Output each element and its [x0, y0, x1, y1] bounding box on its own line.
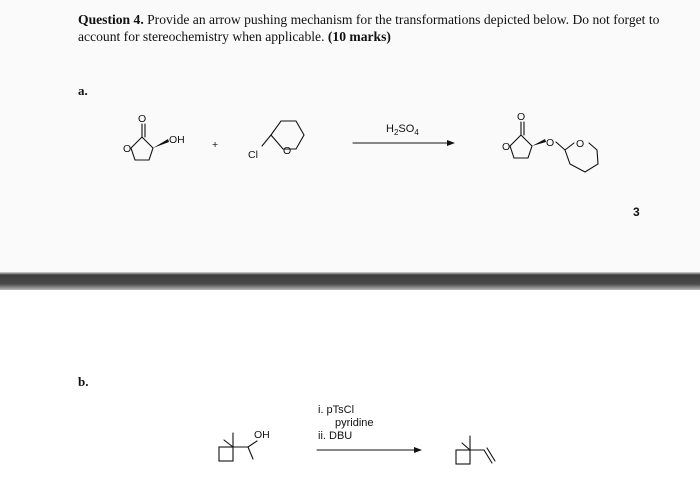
product-a-ring-o: O: [502, 141, 511, 153]
reagent-b-step1: i. pTsCl: [318, 404, 355, 416]
question-number: Question 4.: [78, 12, 144, 27]
reactant-b-oh: OH: [254, 429, 270, 441]
part-b-label: b.: [78, 374, 89, 389]
reactant-a2-ring-o: O: [283, 145, 292, 157]
reactant-b-structure: [219, 433, 257, 461]
reagent-a-h: H: [386, 123, 394, 135]
product-a-bridge-o: O: [546, 137, 555, 149]
reactant-a1-carbonyl-o: O: [138, 113, 147, 125]
reagent-a-sub1: 2: [393, 128, 399, 138]
reagent-a-sub2: 4: [414, 128, 419, 138]
question-body: Provide an arrow pushing mechanism for the transformations depicted below. Do not forget to account for stereochemistry when applicable.: [78, 12, 660, 44]
reagent-a: [386, 123, 419, 139]
reagent-b-pyridine: pyridine: [335, 417, 374, 429]
part-a-label: a.: [78, 83, 88, 98]
reagent-a-so: SO: [398, 123, 415, 135]
reaction-arrow-b: [317, 447, 422, 453]
product-a-carbonyl-o: O: [517, 111, 526, 123]
reactant-a1-oh: OH: [169, 134, 185, 146]
product-b-structure: [456, 436, 495, 464]
reagent-b-step2: ii. DBU: [318, 430, 353, 442]
product-a-thp-o: O: [576, 138, 585, 150]
page-number: 3: [633, 205, 640, 219]
reactant-a1-ring-o: O: [123, 143, 132, 155]
reaction-arrow-a: [353, 140, 455, 146]
reactant-a1-structure: [131, 124, 169, 160]
reactant-a2-cl: Cl: [248, 149, 258, 161]
question-marks: (10 marks): [327, 29, 391, 44]
plus-sign: +: [212, 139, 219, 151]
